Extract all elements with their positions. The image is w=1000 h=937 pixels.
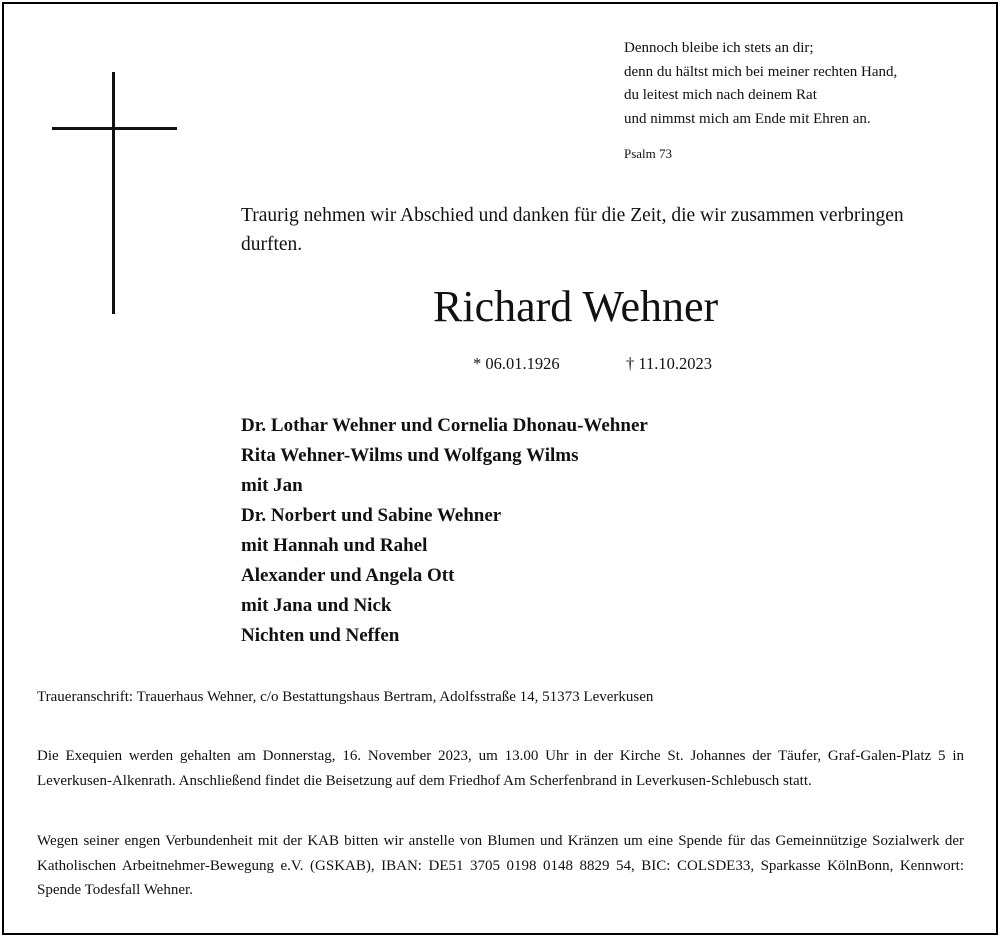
- death-date: † 11.10.2023: [626, 354, 713, 373]
- mourner-line: Nichten und Neffen: [241, 625, 400, 646]
- mourners-list: [241, 411, 648, 651]
- psalm-reference: Psalm 73: [624, 146, 673, 161]
- mourner-line: Dr. Norbert und Sabine Wehner: [241, 505, 502, 526]
- funeral-details: Die Exequien werden gehalten am Donnerstag, 16. November 2023, um 13.00 Uhr in der Kirche St. Johannes der Täufer, Graf-Galen-Platz 5 in Leverkusen-Alkenrath. Anschließend findet die Beisetzung auf dem Friedhof Am Scherfenbrand in Leverkusen-Schlebusch statt.: [37, 748, 964, 789]
- mourner-line: Dr. Lothar Wehner und Cornelia Dhonau-Wehner: [241, 415, 648, 436]
- mourning-address: Traueranschrift: Trauerhaus Wehner, c/o Bestattungshaus Bertram, Adolfsstraße 14, 51373 Leverkusen: [37, 689, 654, 705]
- psalm-line: du leitest mich nach deinem Rat: [624, 87, 817, 103]
- mourner-line: mit Hannah und Rahel: [241, 535, 428, 556]
- intro-text: Traurig nehmen wir Abschied und danken für die Zeit, die wir zusammen verbringen durften.: [241, 205, 904, 255]
- mourner-line: mit Jan: [241, 475, 303, 496]
- psalm-line: und nimmst mich am Ende mit Ehren an.: [624, 110, 871, 127]
- mourner-line: Alexander und Angela Ott: [241, 565, 455, 586]
- mourner-line: mit Jana und Nick: [241, 595, 392, 616]
- donation-request: Wegen seiner engen Verbundenheit mit der KAB bitten wir anstelle von Blumen und Kränzen um eine Spende für das Gemeinnützige Sozialwerk der Katholischen Arbeitnehmer-Bewegung e.V. (GSKAB), IBAN: DE51 3705 0198 0148 8829 54, BIC: COLSDE33, Sparkasse KölnBonn, Kennwort: Spende Todesfall Wehner.: [37, 833, 964, 898]
- cross-vertical-bar: [112, 72, 115, 314]
- psalm-line: denn du hältst mich bei meiner rechten Hand,: [624, 63, 898, 80]
- psalm-line: Dennoch bleibe ich stets an dir;: [624, 40, 814, 56]
- psalm-quote: [624, 37, 897, 131]
- birth-date: * 06.01.1926: [473, 354, 560, 373]
- cross-horizontal-bar: [52, 127, 177, 130]
- mourner-line: Rita Wehner-Wilms und Wolfgang Wilms: [241, 445, 579, 466]
- deceased-name: Richard Wehner: [433, 282, 719, 331]
